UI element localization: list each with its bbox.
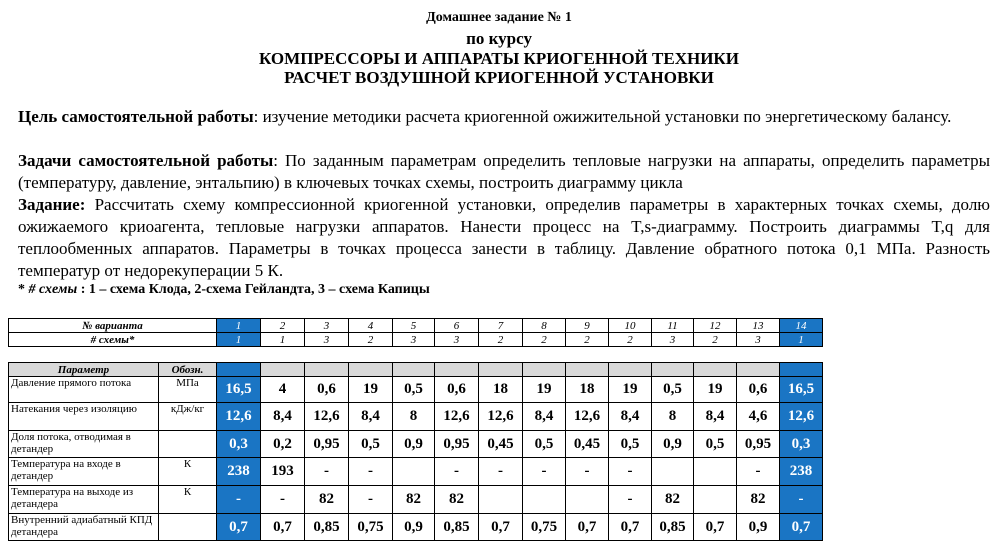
header-cell	[305, 363, 349, 377]
value-cell	[694, 486, 737, 514]
row-label: # схемы*	[9, 333, 217, 347]
value-cell: 18	[479, 377, 523, 403]
assignment-paragraph	[18, 194, 990, 282]
value-cell: -	[479, 458, 523, 486]
value-cell: 0,9	[393, 431, 435, 458]
value-cell: -	[780, 486, 823, 514]
value-cell: 0,85	[305, 514, 349, 541]
header-cell	[261, 363, 305, 377]
value-cell: 238	[217, 458, 261, 486]
value-cell: -	[523, 458, 566, 486]
value-cell: -	[609, 486, 652, 514]
variant-cell: 3	[305, 319, 349, 333]
header-cell	[780, 363, 823, 377]
value-cell: 0,45	[566, 431, 609, 458]
value-cell: 8,4	[349, 403, 393, 431]
value-cell	[523, 486, 566, 514]
assignment-label: Задание:	[18, 195, 86, 214]
param-unit: кДж/кг	[159, 403, 217, 431]
value-cell: 12,6	[479, 403, 523, 431]
variant-cell: 6	[435, 319, 479, 333]
table-row	[9, 431, 823, 458]
goal-label: Цель самостоятельной работы	[18, 107, 254, 126]
param-label: Давление прямого потока	[9, 377, 159, 403]
value-cell: 0,5	[349, 431, 393, 458]
value-cell: 12,6	[435, 403, 479, 431]
value-cell: 0,7	[261, 514, 305, 541]
value-cell: -	[566, 458, 609, 486]
value-cell: 0,7	[566, 514, 609, 541]
scheme-number-row	[9, 333, 823, 347]
goal-paragraph	[18, 106, 990, 128]
value-cell: -	[217, 486, 261, 514]
param-label: Натекания через изоляцию	[9, 403, 159, 431]
param-unit: МПа	[159, 377, 217, 403]
value-cell: 0,85	[652, 514, 694, 541]
value-cell: 0,5	[609, 431, 652, 458]
value-cell: 82	[652, 486, 694, 514]
note-label: # схемы	[28, 282, 78, 297]
value-cell	[479, 486, 523, 514]
table-row	[9, 458, 823, 486]
goal-text: : изучение методики расчета криогенной ожижительной установки по энергетическому балансу.	[253, 107, 952, 126]
course-title: КОМПРЕССОРЫ И АППАРАТЫ КРИОГЕННОЙ ТЕХНИКИ	[259, 49, 739, 68]
value-cell: 4,6	[737, 403, 780, 431]
variant-cell: 2	[694, 333, 737, 347]
variant-cell: 1	[780, 333, 823, 347]
value-cell: 0,3	[217, 431, 261, 458]
value-cell: 0,75	[523, 514, 566, 541]
variant-cell: 3	[305, 333, 349, 347]
param-label: Температура на входе в детандер	[9, 458, 159, 486]
variant-cell: 10	[609, 319, 652, 333]
value-cell: 0,7	[694, 514, 737, 541]
value-cell: 0,7	[479, 514, 523, 541]
value-cell: 8	[652, 403, 694, 431]
param-unit: К	[159, 486, 217, 514]
value-cell: 0,9	[393, 514, 435, 541]
value-cell: 0,5	[694, 431, 737, 458]
variant-cell: 11	[652, 319, 694, 333]
value-cell: -	[261, 486, 305, 514]
value-cell: 82	[737, 486, 780, 514]
value-cell: 0,95	[435, 431, 479, 458]
value-cell: 0,6	[737, 377, 780, 403]
value-cell: 0,95	[305, 431, 349, 458]
header-cell	[435, 363, 479, 377]
table-header-row	[9, 363, 823, 377]
assignment-number: Домашнее задание № 1	[426, 10, 572, 25]
value-cell: 4	[261, 377, 305, 403]
header-cell	[393, 363, 435, 377]
work-title: РАСЧЕТ ВОЗДУШНОЙ КРИОГЕННОЙ УСТАНОВКИ	[284, 68, 714, 87]
variant-cell: 2	[479, 333, 523, 347]
value-cell: 0,6	[435, 377, 479, 403]
header-cell	[694, 363, 737, 377]
variant-table	[8, 318, 823, 347]
course-label: по курсу	[466, 29, 532, 48]
tasks-paragraph	[18, 150, 990, 194]
variant-cell: 3	[737, 333, 780, 347]
value-cell: 0,85	[435, 514, 479, 541]
note-text: : 1 – схема Клода, 2-схема Гейландта, 3 – схема Капицы	[77, 282, 430, 297]
header-cell	[566, 363, 609, 377]
variant-cell: 1	[217, 333, 261, 347]
value-cell: 0,3	[780, 431, 823, 458]
param-label: Внутренний адиабатный КПД детандера	[9, 514, 159, 541]
variant-cell: 9	[566, 319, 609, 333]
value-cell: 0,7	[780, 514, 823, 541]
header-cell	[217, 363, 261, 377]
value-cell: 16,5	[217, 377, 261, 403]
value-cell: -	[349, 458, 393, 486]
value-cell: -	[435, 458, 479, 486]
value-cell: 0,45	[479, 431, 523, 458]
value-cell: 0,5	[393, 377, 435, 403]
value-cell: -	[737, 458, 780, 486]
value-cell: -	[609, 458, 652, 486]
value-cell: 0,5	[523, 431, 566, 458]
variant-number-row	[9, 319, 823, 333]
table-row	[9, 377, 823, 403]
value-cell: 8,4	[523, 403, 566, 431]
value-cell	[393, 458, 435, 486]
table-row	[9, 486, 823, 514]
value-cell: 0,7	[217, 514, 261, 541]
tasks-label: Задачи самостоятельной работы	[18, 151, 274, 170]
unit-header: Обозн.	[159, 363, 217, 377]
value-cell: 8,4	[261, 403, 305, 431]
value-cell: 0,75	[349, 514, 393, 541]
param-label: Доля потока, отводимая в детандер	[9, 431, 159, 458]
variant-cell: 1	[217, 319, 261, 333]
value-cell: 8	[393, 403, 435, 431]
header-cell	[523, 363, 566, 377]
param-label: Температура на выходе из детандера	[9, 486, 159, 514]
value-cell: 19	[349, 377, 393, 403]
value-cell: 16,5	[780, 377, 823, 403]
value-cell: 82	[435, 486, 479, 514]
value-cell: 0,9	[652, 431, 694, 458]
param-header: Параметр	[9, 363, 159, 377]
value-cell: 8,4	[609, 403, 652, 431]
variant-cell: 13	[737, 319, 780, 333]
value-cell: 12,6	[305, 403, 349, 431]
variant-cell: 4	[349, 319, 393, 333]
variant-cell: 8	[523, 319, 566, 333]
variant-cell: 2	[609, 333, 652, 347]
variant-cell: 1	[261, 333, 305, 347]
value-cell: 19	[694, 377, 737, 403]
value-cell: 8,4	[694, 403, 737, 431]
table-row	[9, 514, 823, 541]
value-cell: 193	[261, 458, 305, 486]
value-cell: 12,6	[566, 403, 609, 431]
value-cell: 12,6	[780, 403, 823, 431]
value-cell: 0,2	[261, 431, 305, 458]
variant-cell: 2	[566, 333, 609, 347]
value-cell: 18	[566, 377, 609, 403]
value-cell: 19	[523, 377, 566, 403]
assignment-text: Рассчитать схему компрессионной криогенной установки, определив параметры в характерных точках схемы, долю ожижаемого криоагента, тепловые нагрузки аппаратов. Нанести процесс на T,s-диаграмму. Построить диаграммы T,q для теплообменных аппаратов. Параметры в точках процесса занести в таблицу. Давление обратного потока 0,1 МПа. Разность температур от недорекуперации 5 К.	[18, 195, 990, 280]
variant-cell: 12	[694, 319, 737, 333]
param-unit	[159, 514, 217, 541]
variant-cell: 3	[393, 333, 435, 347]
variant-cell: 14	[780, 319, 823, 333]
header-cell	[737, 363, 780, 377]
value-cell: 238	[780, 458, 823, 486]
value-cell: 82	[393, 486, 435, 514]
scheme-note	[18, 282, 430, 298]
header-cell	[609, 363, 652, 377]
variant-cell: 3	[435, 333, 479, 347]
variant-cell: 2	[261, 319, 305, 333]
value-cell: -	[349, 486, 393, 514]
value-cell	[694, 458, 737, 486]
tasks-text: : По заданным параметрам определить тепловые нагрузки на аппараты, определить параметры (температуру, давление, энтальпию) в ключевых точках схемы, построить диаграмму цикла	[18, 151, 990, 192]
header-cell	[479, 363, 523, 377]
value-cell: 0,9	[737, 514, 780, 541]
param-unit	[159, 431, 217, 458]
value-cell	[652, 458, 694, 486]
value-cell: 0,7	[609, 514, 652, 541]
value-cell	[566, 486, 609, 514]
value-cell: 0,5	[652, 377, 694, 403]
param-unit: К	[159, 458, 217, 486]
value-cell: 19	[609, 377, 652, 403]
row-label: № варианта	[9, 319, 217, 333]
value-cell: 0,95	[737, 431, 780, 458]
variant-cell: 5	[393, 319, 435, 333]
variant-cell: 2	[349, 333, 393, 347]
value-cell: 82	[305, 486, 349, 514]
parameter-table	[8, 362, 823, 541]
value-cell: -	[305, 458, 349, 486]
value-cell: 12,6	[217, 403, 261, 431]
value-cell: 0,6	[305, 377, 349, 403]
header-cell	[349, 363, 393, 377]
variant-cell: 7	[479, 319, 523, 333]
table-row	[9, 403, 823, 431]
variant-cell: 3	[652, 333, 694, 347]
note-star: *	[18, 282, 29, 297]
header-cell	[652, 363, 694, 377]
variant-cell: 2	[523, 333, 566, 347]
